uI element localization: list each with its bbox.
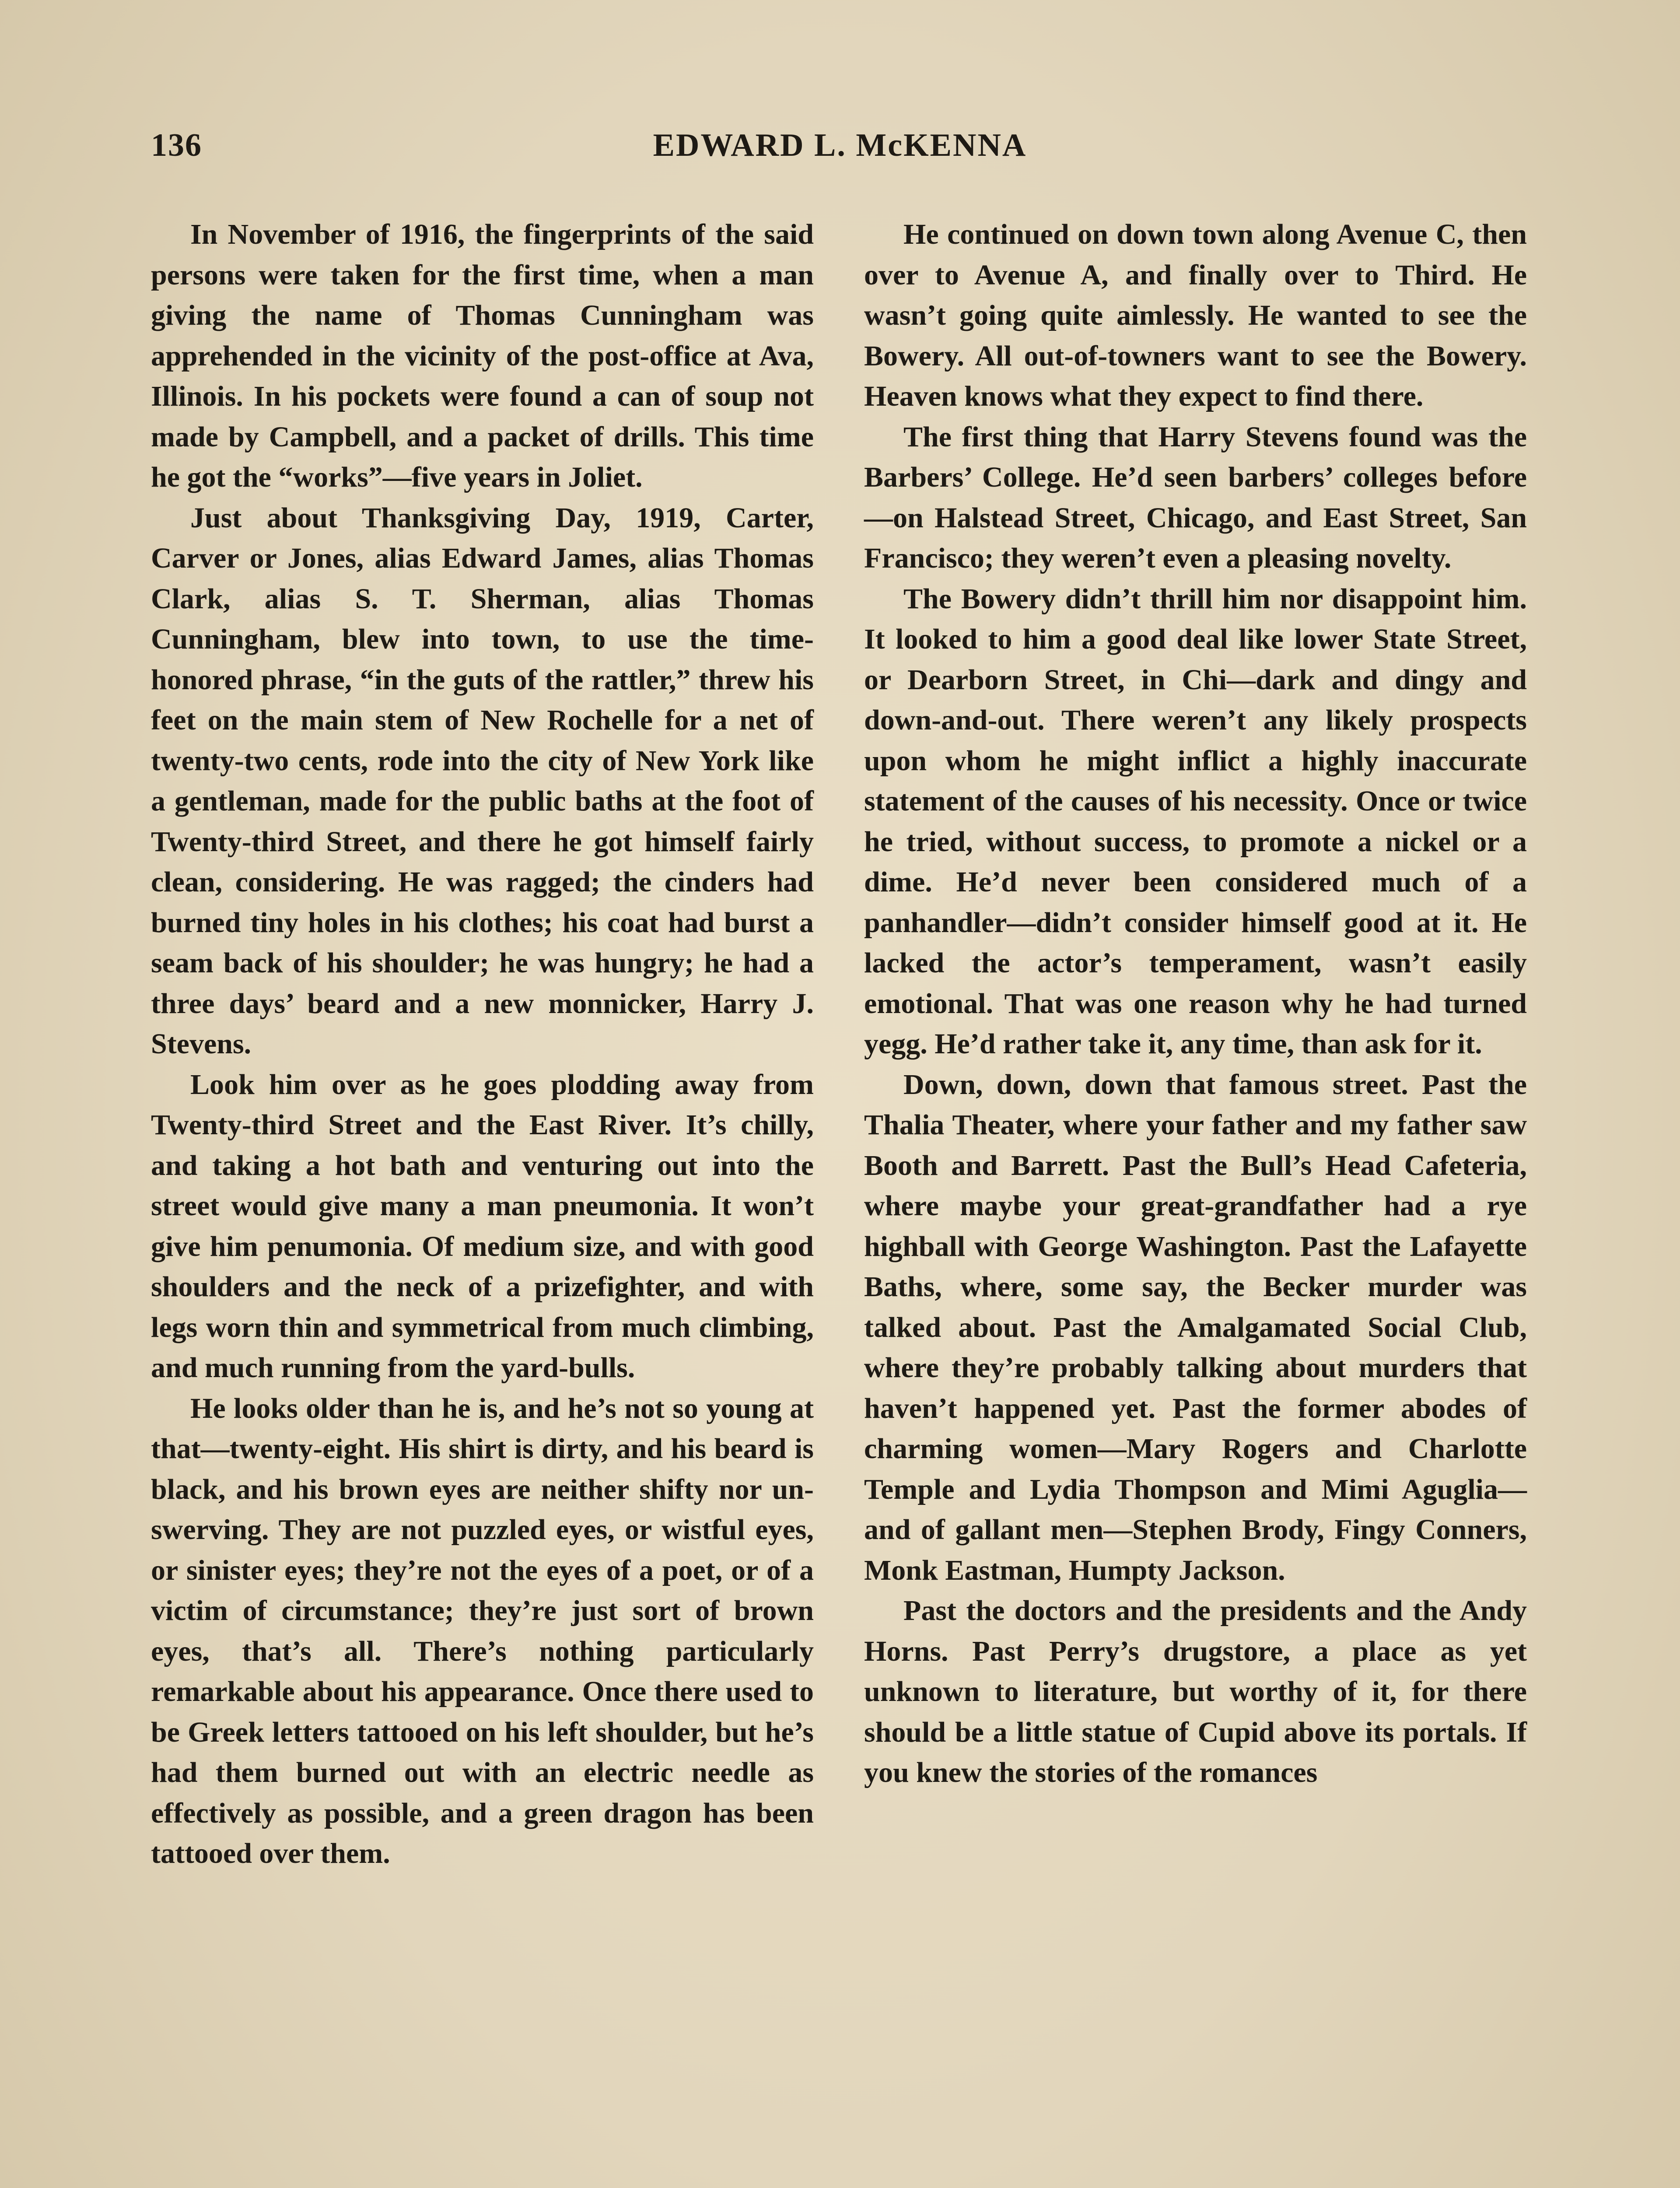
running-head: EDWARD L. McKENNA <box>653 127 1027 163</box>
left-column <box>151 214 814 1874</box>
page-header <box>151 127 1529 188</box>
paragraph: In November of 1916, the fingerprints of the said persons were taken for the first time, when a man giving the name of Thomas Cunningham was apprehended in the vicinity of the post-office at Ava, Illinois. In his pockets were found a can of soup not made by Campbell, and a packet of drills. This time he got the “works”—five years in Joliet. <box>151 218 814 493</box>
paragraph: He looks older than he is, and he’s not so young at that—twenty-eight. His shirt is dirty, and his beard is black, and his brown eyes are neither shifty nor unswerving. They are not puzzled eyes, or wistful eyes, or sinister eyes; they’re not the eyes of a poet, or of a victim of circumstance; they’re just sort of brown eyes, that’s all. There’s nothing particularly remarkable about his appearance. Once there used to be Greek letters tattooed on his left shoulder, but he’s had them burned out with an electric needle as effectively as possible, and a green dragon has been tattooed over them. <box>151 1392 814 1869</box>
right-column <box>864 214 1527 1793</box>
paragraph: Down, down, down that famous street. Past the Thalia Theater, where your father and my father saw Booth and Barrett. Past the Bull’s Head Cafeteria, where maybe your great-grandfather had a rye highball with George Washington. Past the Lafayette Baths, where, some say, the Becker murder was talked about. Past the Amalgamated Social Club, where they’re probably talking about murders that haven’t happened yet. Past the former abodes of charming women—Mary Rogers and Charlotte Temple and Lydia Thompson and Mimi Aguglia—and of gallant men—Stephen Brody, Fingy Conners, Monk Eastman, Humpty Jackson. <box>864 1068 1527 1586</box>
page-number: 136 <box>151 127 202 163</box>
paragraph: The first thing that Harry Stevens found was the Barbers’ College. He’d seen barbers’ colleges before—on Halstead Street, Chicago, and East Street, San Francisco; they weren’t even a pleasing novelty. <box>864 421 1527 574</box>
paragraph: He continued on down town along Avenue C, then over to Avenue A, and finally over to Third. He wasn’t going quite aimlessly. He wanted to see the Bowery. All out-of-towners want to see the Bowery. Heaven knows what they expect to find there. <box>864 218 1527 412</box>
paragraph: Look him over as he goes plodding away from Twenty-third Street and the East River. It’s chilly, and taking a hot bath and venturing out into the street would give many a man pneumonia. It won’t give him penumonia. Of medium size, and with good shoulders and the neck of a prizefighter, and with legs worn thin and symmetrical from much climbing, and much running from the yard-bulls. <box>151 1068 814 1384</box>
paragraph: The Bowery didn’t thrill him nor disappoint him. It looked to him a good deal like lower State Street, or Dearborn Street, in Chi—dark and dingy and down-and-out. There weren’t any likely prospects upon whom he might inflict a highly inaccurate statement of the causes of his necessity. Once or twice he tried, without success, to promote a nickel or a dime. He’d never been considered much of a panhandler—didn’t consider himself good at it. He lacked the actor’s temperament, wasn’t easily emotional. That was one reason why he had turned yegg. He’d rather take it, any time, than ask for it. <box>864 582 1527 1060</box>
paragraph: Just about Thanksgiving Day, 1919, Carter, Carver or Jones, alias Edward James, alias Thomas Clark, alias S. T. Sherman, alias Thomas Cunningham, blew into town, to use the time-honored phrase, “in the guts of the rattler,” threw his feet on the main stem of New Rochelle for a net of twenty-two cents, rode into the city of New York like a gentleman, made for the public baths at the foot of Twenty-third Street, and there he got himself fairly clean, considering. He was ragged; the cinders had burned tiny holes in his clothes; his coat had burst a seam back of his shoulder; he was hungry; he had a three days’ beard and a new monnicker, Harry J. Stevens. <box>151 501 814 1060</box>
paragraph: Past the doctors and the presidents and the Andy Horns. Past Perry’s drugstore, a place as yet unknown to literature, but worthy of it, for there should be a little statue of Cupid above its portals. If you knew the stories of the romances <box>864 1595 1527 1788</box>
